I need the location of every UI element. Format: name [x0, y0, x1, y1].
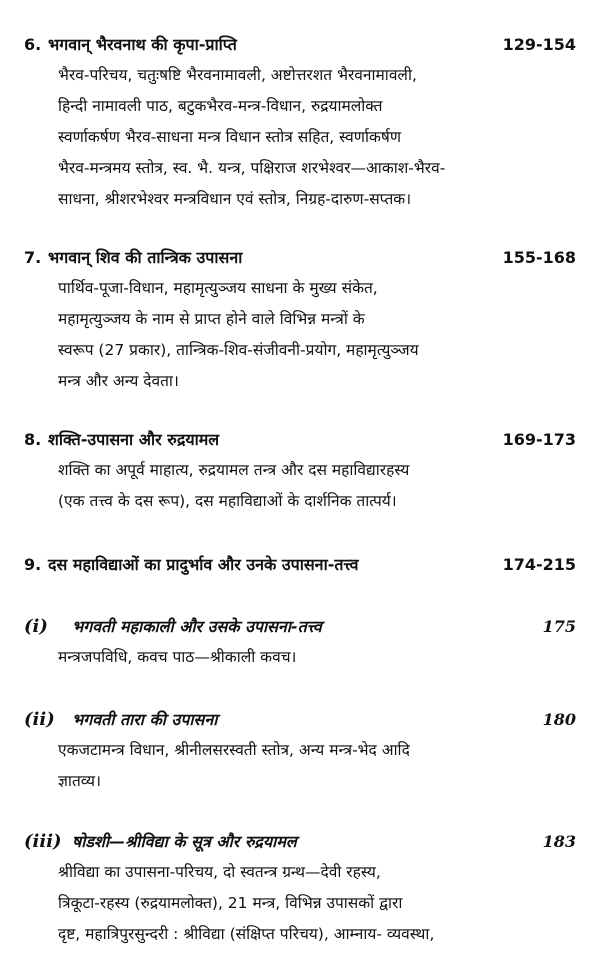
entry-description: [58, 273, 576, 397]
toc-entry-6: [0, 30, 600, 215]
subentry-number: (ii): [24, 709, 55, 730]
entry-page-range: 169-173: [502, 430, 576, 449]
toc-subentry-iii: [0, 827, 600, 950]
entry-number: 9.: [24, 555, 42, 574]
toc-entry-7: [0, 243, 600, 397]
description-line: स्वरूप (27 प्रकार), तान्त्रिक-शिव-संजीवनी-प्रयोग, महामृत्युञ्जय: [58, 341, 419, 359]
subentry-description: [58, 857, 576, 950]
entry-number: 6.: [24, 35, 42, 54]
subentry-page: 183: [542, 832, 576, 851]
subentry-title: भगवती महाकाली और उसके उपासना-तत्त्व: [72, 617, 322, 636]
toc-subentry-ii: [0, 705, 600, 797]
description-line: स्वर्णाकर्षण भैरव-साधना मन्त्र विधान स्तोत्र सहित, स्वर्णाकर्षण: [58, 128, 402, 146]
description-line: पार्थिव-पूजा-विधान, महामृत्युञ्जय साधना के मुख्य संकेत,: [58, 279, 378, 297]
entry-title: शक्ति-उपासना और रुद्रयामल: [48, 430, 220, 449]
entry-description: [58, 60, 576, 215]
subentry-page: 175: [542, 617, 576, 636]
description-line: मन्त्र और अन्य देवता।: [58, 372, 179, 390]
subentry-number: (iii): [24, 831, 62, 852]
description-line: शक्ति का अपूर्व माहात्य, रुद्रयामल तन्त्र और दस महाविद्यारहस्य: [58, 461, 410, 479]
subentry-title: षोडशी—श्रीविद्या के सूत्र और रुद्रयामल: [72, 832, 297, 851]
subentry-description: [58, 735, 576, 797]
description-line: एकजटामन्त्र विधान, श्रीनीलसरस्वती स्तोत्र, अन्य मन्त्र-भेद आदि: [58, 741, 410, 759]
description-line: महामृत्युञ्जय के नाम से प्राप्त होने वाले विभिन्न मन्त्रों के: [58, 310, 365, 328]
entry-title: दस महाविद्याओं का प्रादुर्भाव और उनके उपासना-तत्त्व: [48, 555, 359, 574]
description-line: (एक तत्त्व के दस रूप), दस महाविद्याओं के दार्शनिक तात्पर्य।: [58, 492, 397, 510]
toc-entry-9: [0, 550, 600, 580]
description-line: साधना, श्रीशरभेश्वर मन्त्रविधान एवं स्तोत्र, निग्रह-दारुण-सप्तक।: [58, 190, 412, 208]
entry-number: 8.: [24, 430, 42, 449]
subentry-page: 180: [542, 710, 576, 729]
description-line: हिन्दी नामावली पाठ, बटुकभैरव-मन्त्र-विधान, रुद्रयामलोक्त: [58, 97, 383, 115]
entry-page-range: 129-154: [502, 35, 576, 54]
subentry-number: (i): [24, 616, 48, 637]
entry-page-range: 174-215: [502, 555, 576, 574]
description-line: भैरव-परिचय, चतुःषष्टि भैरवनामावली, अष्टोत्तरशत भैरवनामावली,: [58, 66, 417, 84]
entry-number: 7.: [24, 248, 42, 267]
toc-subentry-i: [0, 612, 600, 673]
subentry-description: [58, 642, 576, 673]
description-line: भैरव-मन्त्रमय स्तोत्र, स्व. भै. यन्त्र, पक्षिराज शरभेश्वर—आकाश-भैरव-: [58, 159, 446, 177]
description-line: दृष्ट, महात्रिपुरसुन्दरी : श्रीविद्या (संक्षिप्त परिचय), आम्नाय- व्यवस्था,: [58, 925, 435, 943]
subentry-title: भगवती तारा की उपासना: [72, 710, 218, 729]
entry-page-range: 155-168: [502, 248, 576, 267]
toc-entry-8: [0, 425, 600, 517]
entry-title: भगवान् शिव की तान्त्रिक उपासना: [48, 248, 243, 267]
entry-title: भगवान् भैरवनाथ की कृपा-प्राप्ति: [48, 35, 237, 54]
description-line: त्रिकूटा-रहस्य (रुद्रयामलोक्त), 21 मन्त्र, विभिन्न उपासकों द्वारा: [58, 894, 403, 912]
description-line: ज्ञातव्य।: [58, 772, 101, 790]
description-line: श्रीविद्या का उपासना-परिचय, दो स्वतन्त्र ग्रन्थ—देवी रहस्य,: [58, 863, 381, 881]
description-line: मन्त्रजपविधि, कवच पाठ—श्रीकाली कवच।: [58, 648, 297, 666]
entry-description: [58, 455, 576, 517]
